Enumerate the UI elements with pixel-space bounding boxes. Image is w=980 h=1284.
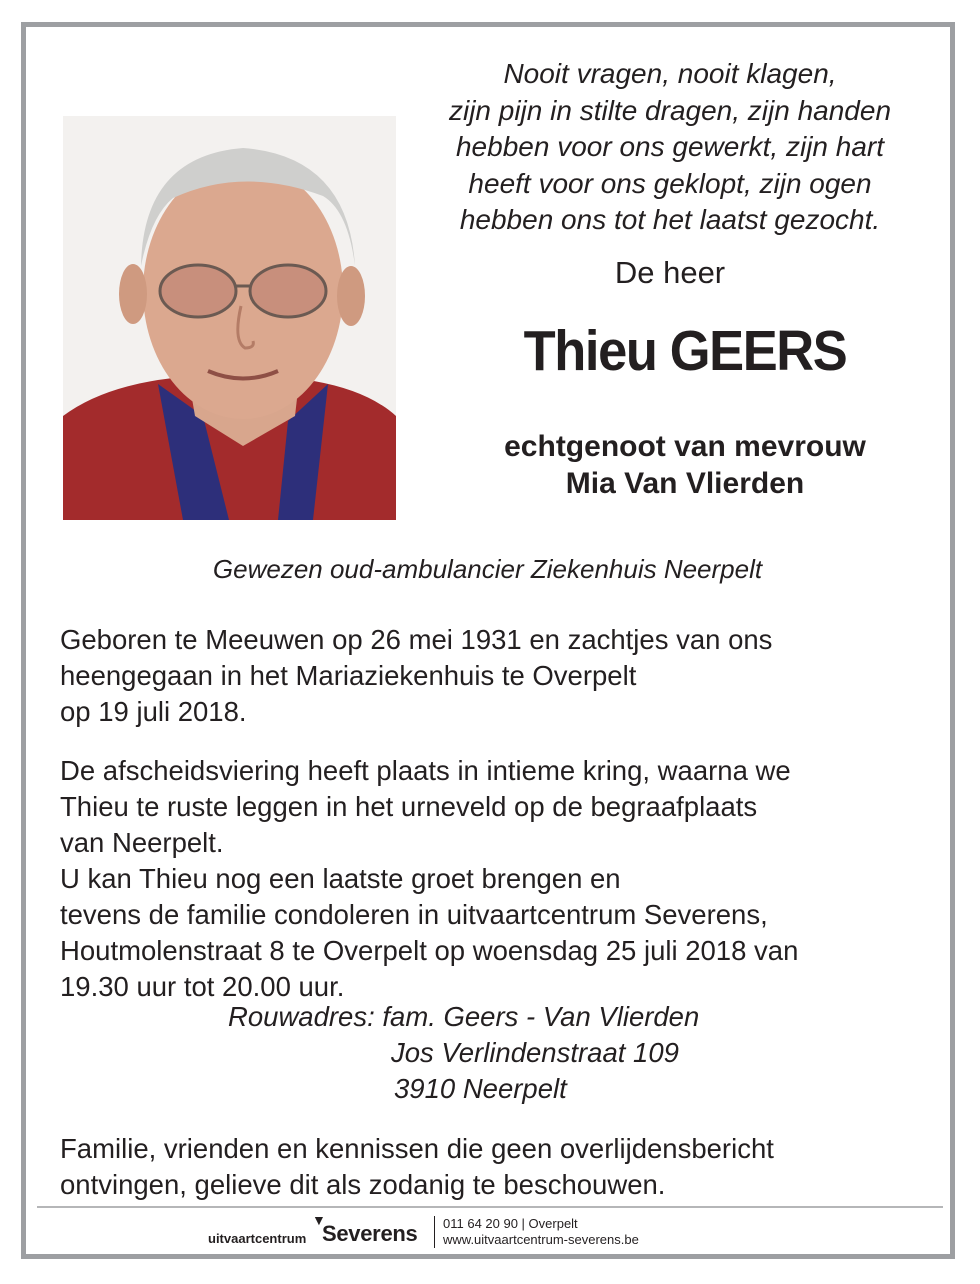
text-line: tevens de familie condoleren in uitvaartcentrum Severens, xyxy=(60,899,768,930)
ceremony-paragraph xyxy=(60,753,798,1005)
closing-paragraph xyxy=(60,1131,774,1203)
text-line: De afscheidsviering heeft plaats in intieme kring, waarna we xyxy=(60,755,791,786)
spouse-block xyxy=(400,428,970,502)
logo-triangle-icon: ▼ xyxy=(312,1212,326,1228)
text-line: ontvingen, gelieve dit als zodanig te beschouwen. xyxy=(60,1169,666,1200)
poem-line: hebben voor ons gewerkt, zijn hart xyxy=(455,131,885,162)
portrait-photo xyxy=(63,116,396,520)
salutation: De heer xyxy=(614,255,726,290)
footer-divider xyxy=(37,1206,943,1208)
footer-contact xyxy=(443,1216,639,1248)
poem-line: Nooit vragen, nooit klagen, xyxy=(503,58,837,89)
mourning-address-line: Rouwadres: fam. Geers - Van Vlierden xyxy=(228,1001,700,1032)
spouse-name: Mia Van Vlierden xyxy=(565,467,805,500)
deceased-name: Thieu GEERS xyxy=(523,319,847,383)
text-line: Houtmolenstraat 8 te Overpelt op woensdag 25 juli 2018 van xyxy=(60,935,799,966)
mourning-address-street: Jos Verlindenstraat 109 xyxy=(391,1037,679,1068)
phone-line: 011 64 20 90 | Overpelt xyxy=(443,1216,578,1231)
text-line: U kan Thieu nog een laatste groet brengen en xyxy=(60,863,621,894)
text-line: heengegaan in het Mariaziekenhuis te Overpelt xyxy=(60,660,637,691)
memorial-poem xyxy=(410,56,930,239)
poem-line: hebben ons tot het laatst gezocht. xyxy=(459,204,881,235)
text-line: Thieu te ruste leggen in het urneveld op de begraafplaats xyxy=(60,791,758,822)
logo-brand-name: Severens xyxy=(322,1221,418,1246)
logo-small-text: uitvaartcentrum xyxy=(208,1231,307,1246)
birth-death-paragraph xyxy=(60,622,772,730)
occupation: Gewezen oud-ambulancier Ziekenhuis Neerpelt xyxy=(212,554,763,584)
mourning-address-city: 3910 Neerpelt xyxy=(394,1073,567,1104)
text-line: Geboren te Meeuwen op 26 mei 1931 en zachtjes van ons xyxy=(60,624,773,655)
poem-line: heeft voor ons geklopt, zijn ogen xyxy=(468,167,872,199)
website-link[interactable]: www.uitvaartcentrum-severens.be xyxy=(443,1232,639,1247)
poem-line: zijn pijn in stilte dragen, zijn handen xyxy=(448,94,892,126)
text-line: van Neerpelt. xyxy=(60,827,224,858)
footer-separator xyxy=(434,1216,435,1248)
spouse-line: echtgenoot van mevrouw xyxy=(504,430,866,463)
text-line: Familie, vrienden en kennissen die geen overlijdensbericht xyxy=(60,1133,774,1164)
text-line: 19.30 uur tot 20.00 uur. xyxy=(60,971,345,1002)
text-line: op 19 juli 2018. xyxy=(60,696,247,727)
